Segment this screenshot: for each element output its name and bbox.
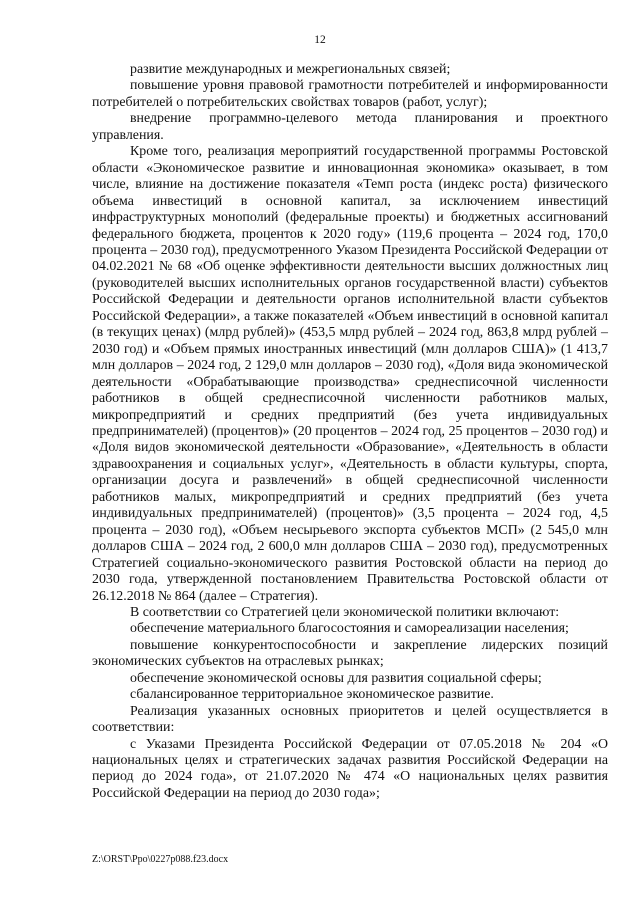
- body-text: [92, 62, 608, 802]
- page-number: 12: [314, 34, 326, 46]
- paragraph: Кроме того, реализация мероприятий государственной программы Ростовской области «Экономическое развитие и инновационная экономика» оказывает, в том числе, влияние на достижение показателя «Темп роста (индекс роста) физического объема инвестиций в основной капитал, за исключением инвестиций инфраструктурных монополий (федеральные проекты) и бюджетных ассигнований федерального бюджета, процентов к 2020 году» (119,6 процента – 2024 год, 170,0 процента – 2030 год), предусмотренного Указом Президента Российской Федерации от 04.02.2021 № 68 «Об оценке эффективности деятельности высших должностных лиц (руководителей высших исполнительных органов государственной власти) субъектов Российской Федерации и деятельности органов исполнительной власти субъектов Российской Федерации», а также показателей «Объем инвестиций в основной капитал (в текущих ценах) (млрд рублей)» (453,5 млрд рублей – 2024 год, 863,8 млрд рублей – 2030 год) и «Объем прямых иностранных инвестиций (млн долларов США)» (1 413,7 млн долларов – 2024 год, 2 129,0 млн долларов – 2030 год), «Доля вида экономической деятельности «Обрабатывающие производства» среднесписочной численности работников в общей среднесписочной численности работников малых, микропредприятий и средних предприятий (без учета индивидуальных предпринимателей) (процентов)» (20 процентов – 2024 год, 25 процентов – 2030 год) и «Доля видов экономической деятельности «Образование», «Деятельность в области здравоохранения и социальных услуг», «Деятельность в области культуры, спорта, организации досуга и развлечений» в общей среднесписочной численности работников малых, микропредприятий и средних предприятий (без учета индивидуальных предпринимателей) (процентов)» (3,5 процента – 2024 год, 4,5 процента – 2030 год), «Объем несырьевого экспорта субъектов МСП» (2 545,0 млн долларов США – 2024 год, 2 600,0 млн долларов США – 2030 год), предусмотренных Стратегией социально-экономического развития Ростовской области на период до 2030 года, утвержденной постановлением Правительства Ростовской области от 26.12.2018 № 864 (далее – Стратегия).: [92, 144, 608, 604]
- paragraph: развитие международных и межрегиональных связей;: [130, 62, 451, 77]
- paragraph: с Указами Президента Российской Федерации от 07.05.2018 № 204 «О национальных целях и стратегических задачах развития Российской Федерации на период до 2024 года», от 21.07.2020 № 474 «О национальных целях развития Российской Федерации на период до 2030 года»;: [92, 736, 608, 801]
- paragraph: обеспечение материального благосостояния и самореализации населения;: [130, 621, 569, 637]
- paragraph: сбалансированное территориальное экономическое развитие.: [130, 687, 494, 703]
- paragraph: В соответствии со Стратегией цели экономической политики включают:: [130, 604, 560, 620]
- paragraph: Реализация указанных основных приоритетов и целей осуществляется в соответствии:: [92, 703, 608, 736]
- file-path-footer: Z:\ORST\Ppo\0227p088.f23.docx: [92, 854, 229, 865]
- paragraph: обеспечение экономической основы для развития социальной сферы;: [130, 670, 542, 686]
- paragraph: повышение конкурентоспособности и закрепление лидерских позиций экономических субъектов на отраслевых рынках;: [92, 637, 608, 670]
- paragraph: внедрение программно-целевого метода планирования и проектного управления.: [92, 111, 608, 143]
- paragraph: повышение уровня правовой грамотности потребителей и информированности потребителей о потребительских свойствах товаров (работ, услуг);: [92, 78, 608, 110]
